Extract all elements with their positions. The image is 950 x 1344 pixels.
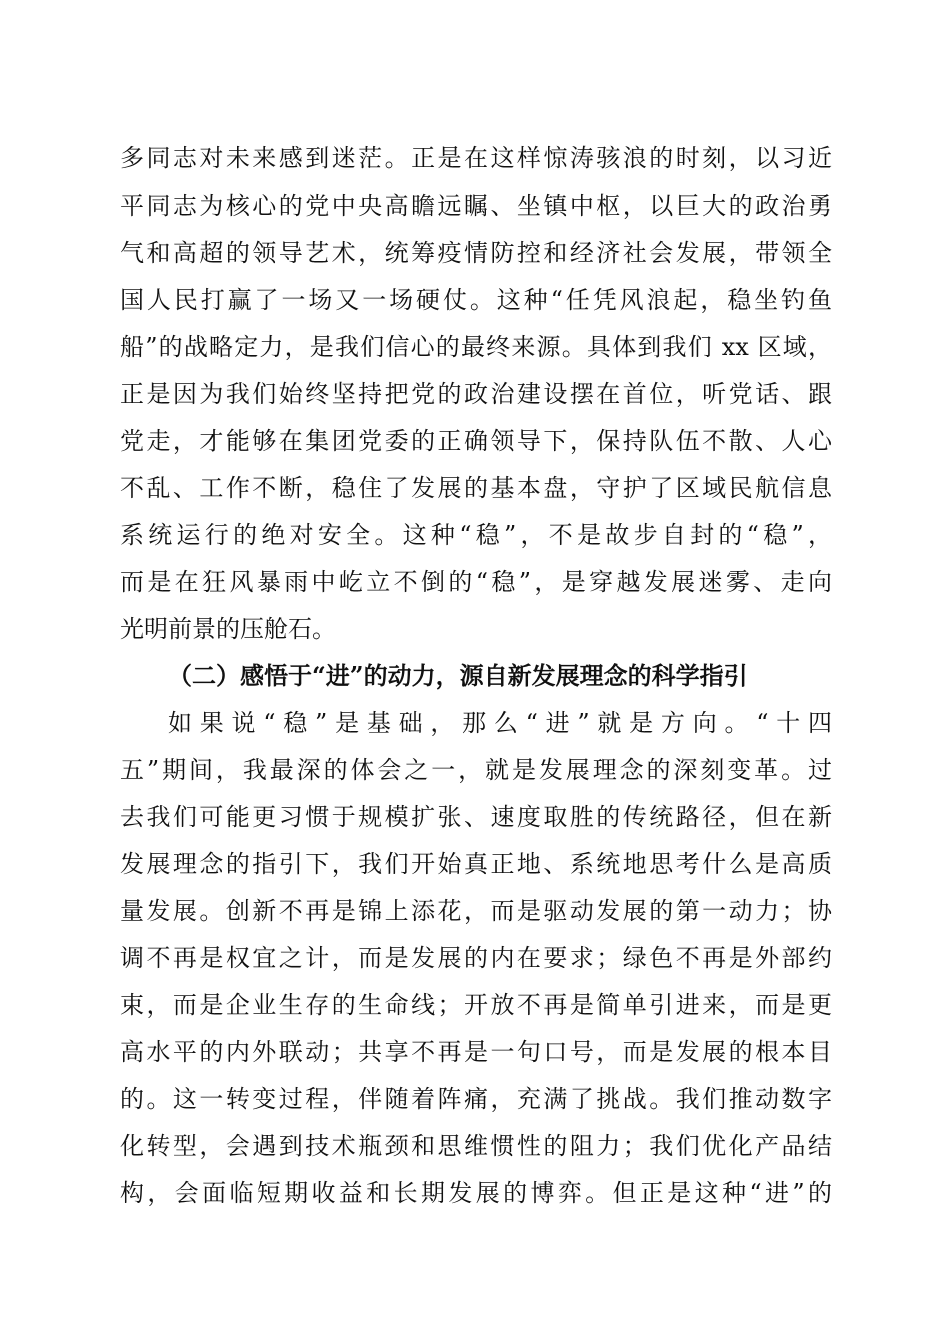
paragraph-line: 党走，才能够在集团党委的正确领导下，保持队伍不散、人心 bbox=[120, 427, 832, 455]
paragraph-line: 多同志对未来感到迷茫。正是在这样惊涛骇浪的时刻，以习近 bbox=[120, 144, 832, 172]
section-heading: （二）感悟于“进”的动力，源自新发展理念的科学指引 bbox=[168, 661, 748, 690]
paragraph-line: 发展理念的指引下，我们开始真正地、系统地思考什么是高质 bbox=[120, 850, 832, 878]
paragraph-line: 构，会面临短期收益和长期发展的博弈。但正是这种“进”的 bbox=[120, 1179, 832, 1207]
paragraph-line: 系统运行的绝对安全。这种“稳”，不是故步自封的“稳”， bbox=[120, 521, 832, 549]
paragraph-line: 光明前景的压舱石。 bbox=[120, 615, 336, 643]
paragraph-line: 船”的战略定力，是我们信心的最终来源。具体到我们 xx 区域， bbox=[120, 333, 832, 361]
paragraph-line: 束，而是企业生存的生命线；开放不再是简单引进来，而是更 bbox=[120, 991, 832, 1019]
paragraph-line: 气和高超的领导艺术，统筹疫情防控和经济社会发展，带领全 bbox=[120, 239, 832, 267]
paragraph-line: 的。这一转变过程，伴随着阵痛，充满了挑战。我们推动数字 bbox=[120, 1085, 832, 1113]
paragraph-line: 不乱、工作不断，稳住了发展的基本盘，守护了区域民航信息 bbox=[120, 474, 832, 502]
paragraph-line: 化转型，会遇到技术瓶颈和思维惯性的阻力；我们优化产品结 bbox=[120, 1132, 832, 1160]
paragraph-line: 高水平的内外联动；共享不再是一句口号，而是发展的根本目 bbox=[120, 1038, 832, 1066]
paragraph-line: 国人民打赢了一场又一场硬仗。这种“任凭风浪起，稳坐钓鱼 bbox=[120, 286, 832, 314]
paragraph-line: 平同志为核心的党中央高瞻远瞩、坐镇中枢，以巨大的政治勇 bbox=[120, 192, 832, 220]
paragraph-line: 正是因为我们始终坚持把党的政治建设摆在首位，听党话、跟 bbox=[120, 380, 832, 408]
paragraph-line: 调不再是权宜之计，而是发展的内在要求；绿色不再是外部约 bbox=[120, 944, 832, 972]
paragraph-line: 如果说“稳”是基础，那么“进”就是方向。“十四 bbox=[168, 709, 832, 737]
paragraph-line: 而是在狂风暴雨中屹立不倒的“稳”，是穿越发展迷雾、走向 bbox=[120, 568, 832, 596]
paragraph-line: 五”期间，我最深的体会之一，就是发展理念的深刻变革。过 bbox=[120, 756, 832, 784]
paragraph-line: 去我们可能更习惯于规模扩张、速度取胜的传统路径，但在新 bbox=[120, 803, 832, 831]
paragraph-line: 量发展。创新不再是锦上添花，而是驱动发展的第一动力；协 bbox=[120, 897, 832, 925]
